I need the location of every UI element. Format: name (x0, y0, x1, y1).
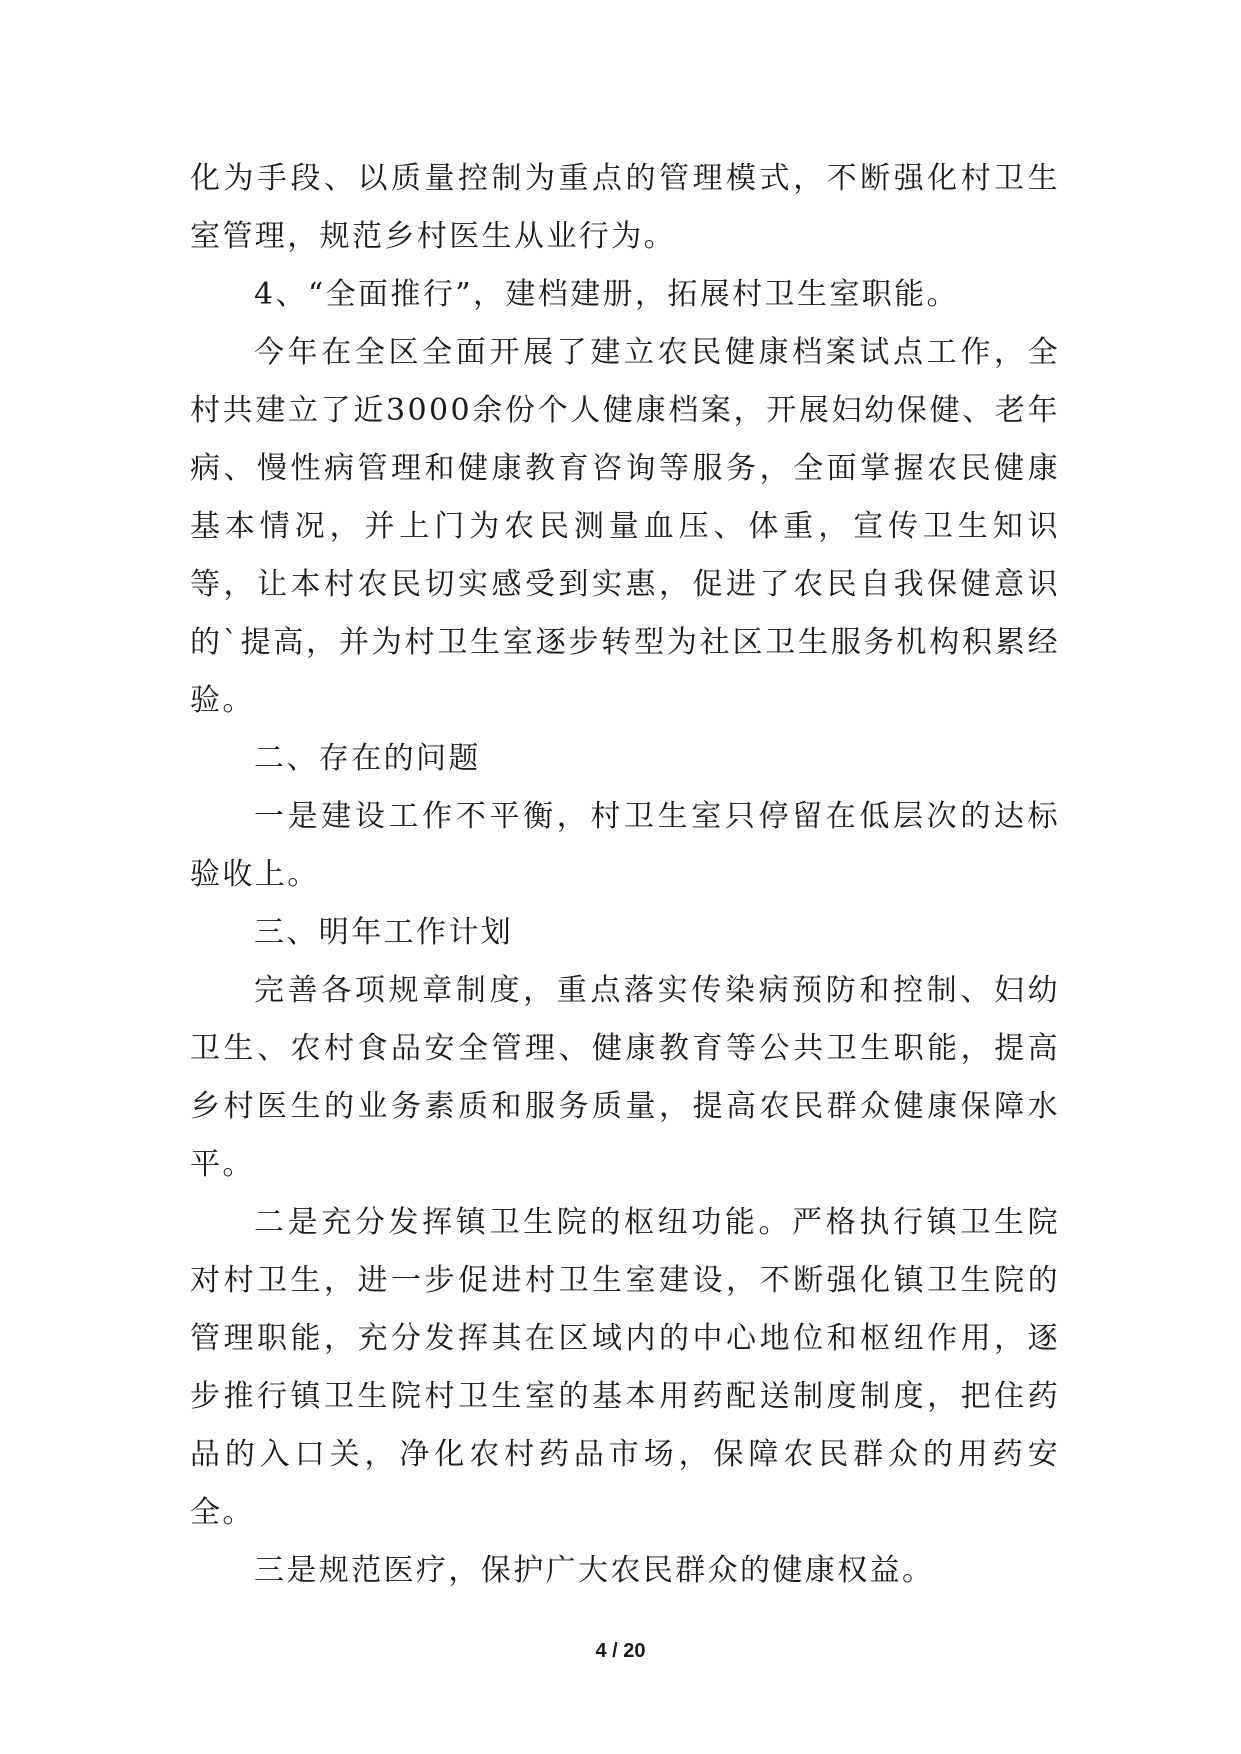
paragraph: 化为手段、以质量控制为重点的管理模式，不断强化村卫生室管理，规范乡村医生从业行为。 (190, 161, 1060, 254)
section-heading: 三、明年工作计划 (254, 915, 514, 950)
paragraph: 一是建设工作不平衡，村卫生室只停留在低层次的达标验收上。 (190, 799, 1060, 892)
document-body (190, 150, 1060, 1600)
paragraph: 完善各项规章制度，重点落实传染病预防和控制、妇幼卫生、农村食品安全管理、健康教育等公共卫生职能，提高乡村医生的业务素质和服务质量，提高农民群众健康保障水平。 (190, 973, 1060, 1182)
paragraph: 二是充分发挥镇卫生院的枢纽功能。严格执行镇卫生院对村卫生，进一步促进村卫生室建设，不断强化镇卫生院的管理职能，充分发挥其在区域内的中心地位和枢纽作用，逐步推行镇卫生院村卫生室的基本用药配送制度制度，把住药品的入口关，净化农村药品市场，保障农民群众的用药安全。 (190, 1205, 1060, 1530)
paragraph: 今年在全区全面开展了建立农民健康档案试点工作，全村共建立了近3000余份个人健康档案，开展妇幼保健、老年病、慢性病管理和健康教育咨询等服务，全面掌握农民健康基本情况，并上门为农民测量血压、体重，宣传卫生知识等，让本村农民切实感受到实惠，促进了农民自我保健意识的`提高，并为村卫生室逐步转型为社区卫生服务机构积累经验。 (190, 335, 1060, 718)
paragraph: 三是规范医疗，保护广大农民群众的健康权益。 (254, 1553, 935, 1588)
section-heading: 二、存在的问题 (254, 741, 481, 776)
section-heading: 4、“全面推行”，建档建册，拓展村卫生室职能。 (254, 277, 959, 312)
page-number: 4 / 20 (595, 1640, 646, 1662)
